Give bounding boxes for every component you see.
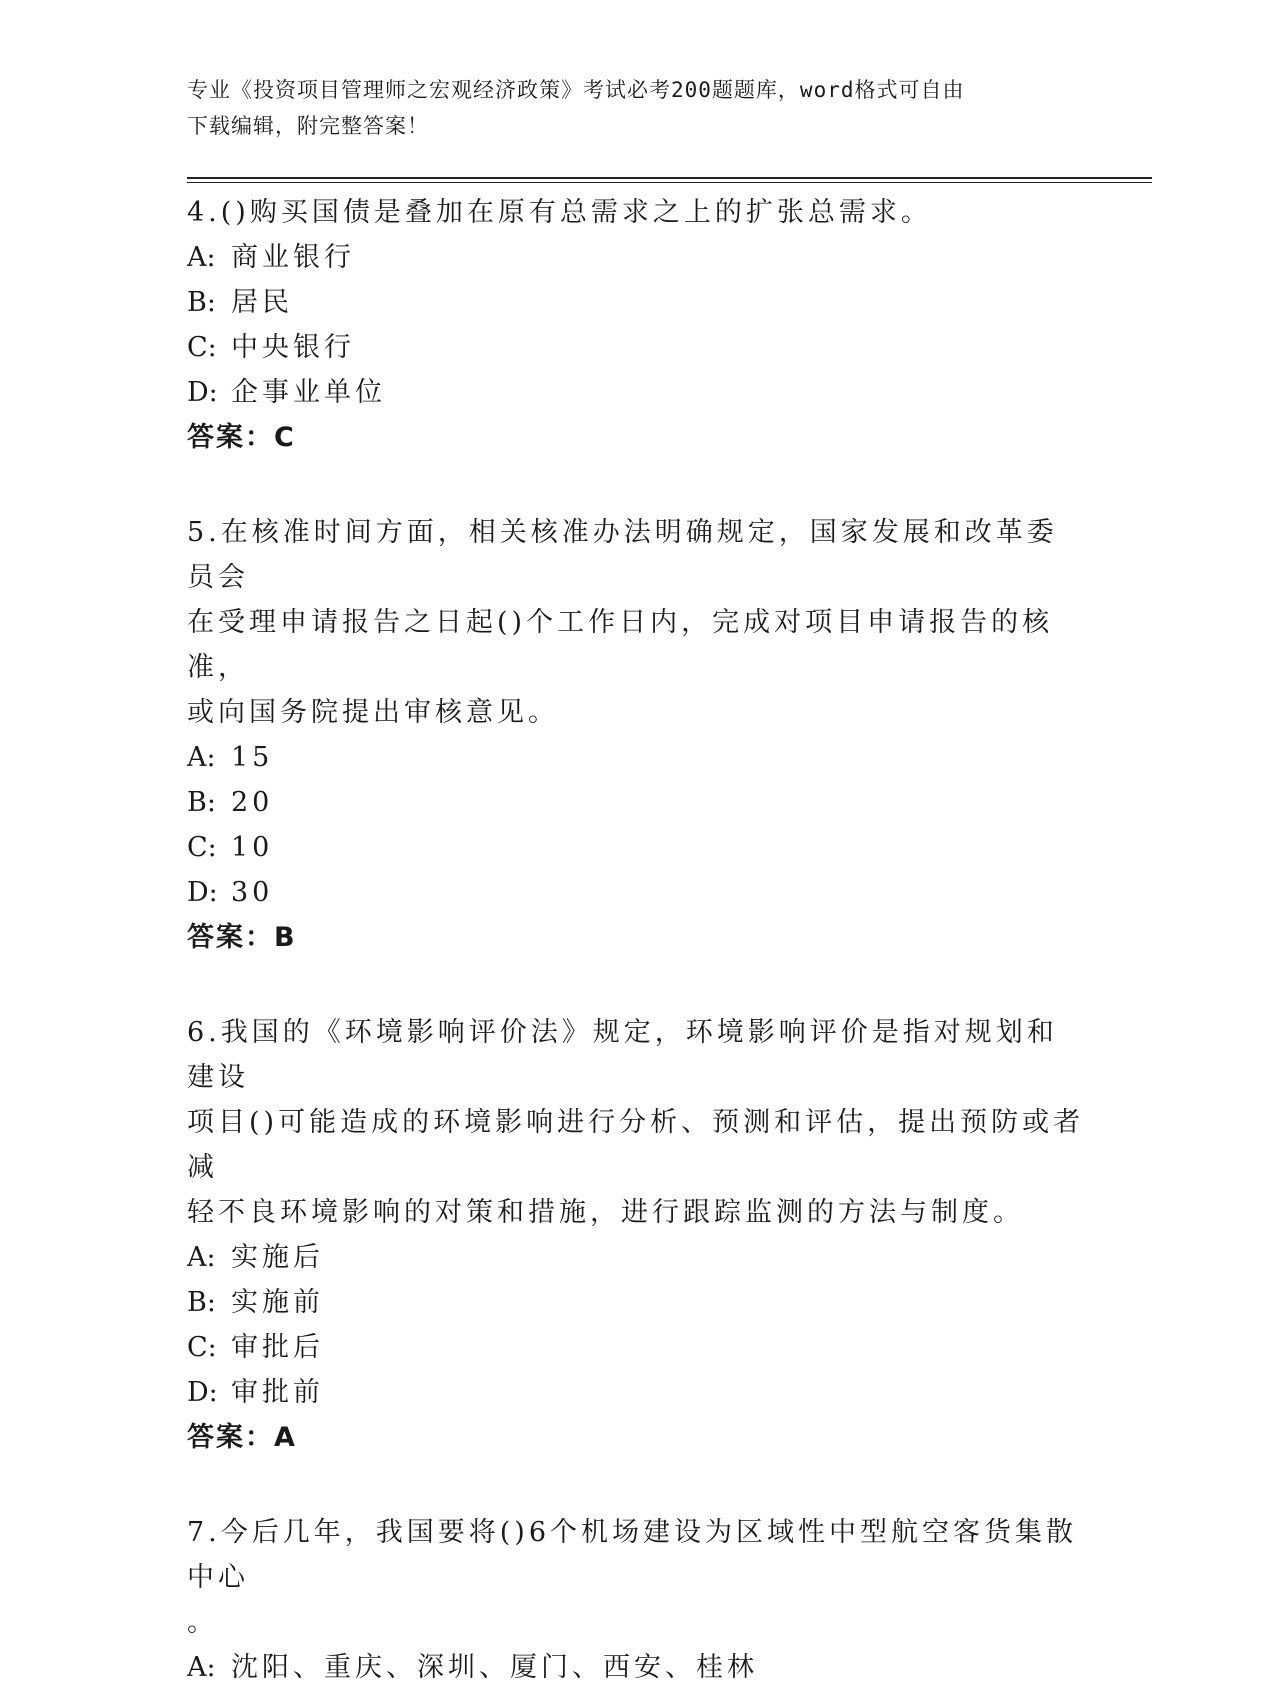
option-letter: B: <box>187 287 216 318</box>
answer-key: 答案：B <box>187 922 297 953</box>
question-spacer <box>187 960 1087 1010</box>
question-stem-line: 或向国务院提出审核意见。 <box>187 697 559 728</box>
answer-key: 答案：C <box>187 422 296 453</box>
question-stem-line: 在受理申请报告之日起()个工作日内，完成对项目申请报告的核准， <box>187 607 1054 683</box>
option-letter: C: <box>187 332 217 363</box>
option-text: 居民 <box>231 287 293 318</box>
question-block <box>187 1010 1087 1460</box>
question-stem-line: 轻不良环境影响的对策和措施，进行跟踪监测的方法与制度。 <box>187 1197 1024 1228</box>
option-text: 企事业单位 <box>231 377 386 408</box>
option-letter: D: <box>187 877 218 908</box>
answer-option <box>187 280 1087 325</box>
question-stem-line: 。 <box>187 1607 218 1638</box>
document-header <box>187 72 1087 144</box>
header-divider <box>187 177 1152 179</box>
question-block <box>187 1510 1087 1690</box>
question-list <box>187 190 1087 1690</box>
answer-option <box>187 235 1087 280</box>
option-text: 10 <box>231 832 274 863</box>
option-letter: A: <box>187 1242 216 1273</box>
question-stem-line: 6.我国的《环境影响评价法》规定，环境影响评价是指对规划和建设 <box>187 1017 1058 1093</box>
option-text: 审批前 <box>231 1377 324 1408</box>
option-text: 实施前 <box>231 1287 324 1318</box>
option-text: 沈阳、重庆、深圳、厦门、西安、桂林 <box>231 1652 758 1683</box>
option-letter: B: <box>187 1287 216 1318</box>
answer-option <box>187 1325 1087 1370</box>
header-line-1: 专业《投资项目管理师之宏观经济政策》考试必考200题题库，word格式可自由 <box>187 78 965 102</box>
question-spacer <box>187 1460 1087 1510</box>
question-spacer <box>187 460 1087 510</box>
question-stem-line: 4.()购买国债是叠加在原有总需求之上的扩张总需求。 <box>187 197 932 228</box>
option-letter: A: <box>187 742 216 773</box>
answer-option <box>187 1280 1087 1325</box>
option-letter: C: <box>187 1332 217 1363</box>
question-block <box>187 510 1087 960</box>
answer-option <box>187 870 1087 915</box>
option-text: 实施后 <box>231 1242 324 1273</box>
answer-option <box>187 825 1087 870</box>
answer-key: 答案：A <box>187 1422 297 1453</box>
option-text: 15 <box>231 742 274 773</box>
option-text: 中央银行 <box>231 332 355 363</box>
answer-option <box>187 370 1087 415</box>
answer-option <box>187 1235 1087 1280</box>
question-stem-line: 5.在核准时间方面，相关核准办法明确规定，国家发展和改革委员会 <box>187 517 1058 593</box>
header-line-2: 下载编辑，附完整答案！ <box>187 114 429 138</box>
option-letter: D: <box>187 377 218 408</box>
option-text: 审批后 <box>231 1332 324 1363</box>
option-letter: A: <box>187 1652 216 1683</box>
header-divider-thin <box>187 182 1152 183</box>
option-letter: B: <box>187 787 216 818</box>
question-stem-line: 项目()可能造成的环境影响进行分析、预测和评估，提出预防或者减 <box>187 1107 1085 1183</box>
answer-option <box>187 1645 1087 1690</box>
option-text: 30 <box>231 877 274 908</box>
option-text: 20 <box>231 787 274 818</box>
answer-option <box>187 1370 1087 1415</box>
answer-option <box>187 735 1087 780</box>
question-stem-line: 7.今后几年，我国要将()6个机场建设为区域性中型航空客货集散中心 <box>187 1517 1078 1593</box>
option-letter: C: <box>187 832 217 863</box>
option-text: 商业银行 <box>231 242 355 273</box>
option-letter: A: <box>187 242 216 273</box>
question-block <box>187 190 1087 460</box>
answer-option <box>187 780 1087 825</box>
answer-option <box>187 325 1087 370</box>
option-letter: D: <box>187 1377 218 1408</box>
